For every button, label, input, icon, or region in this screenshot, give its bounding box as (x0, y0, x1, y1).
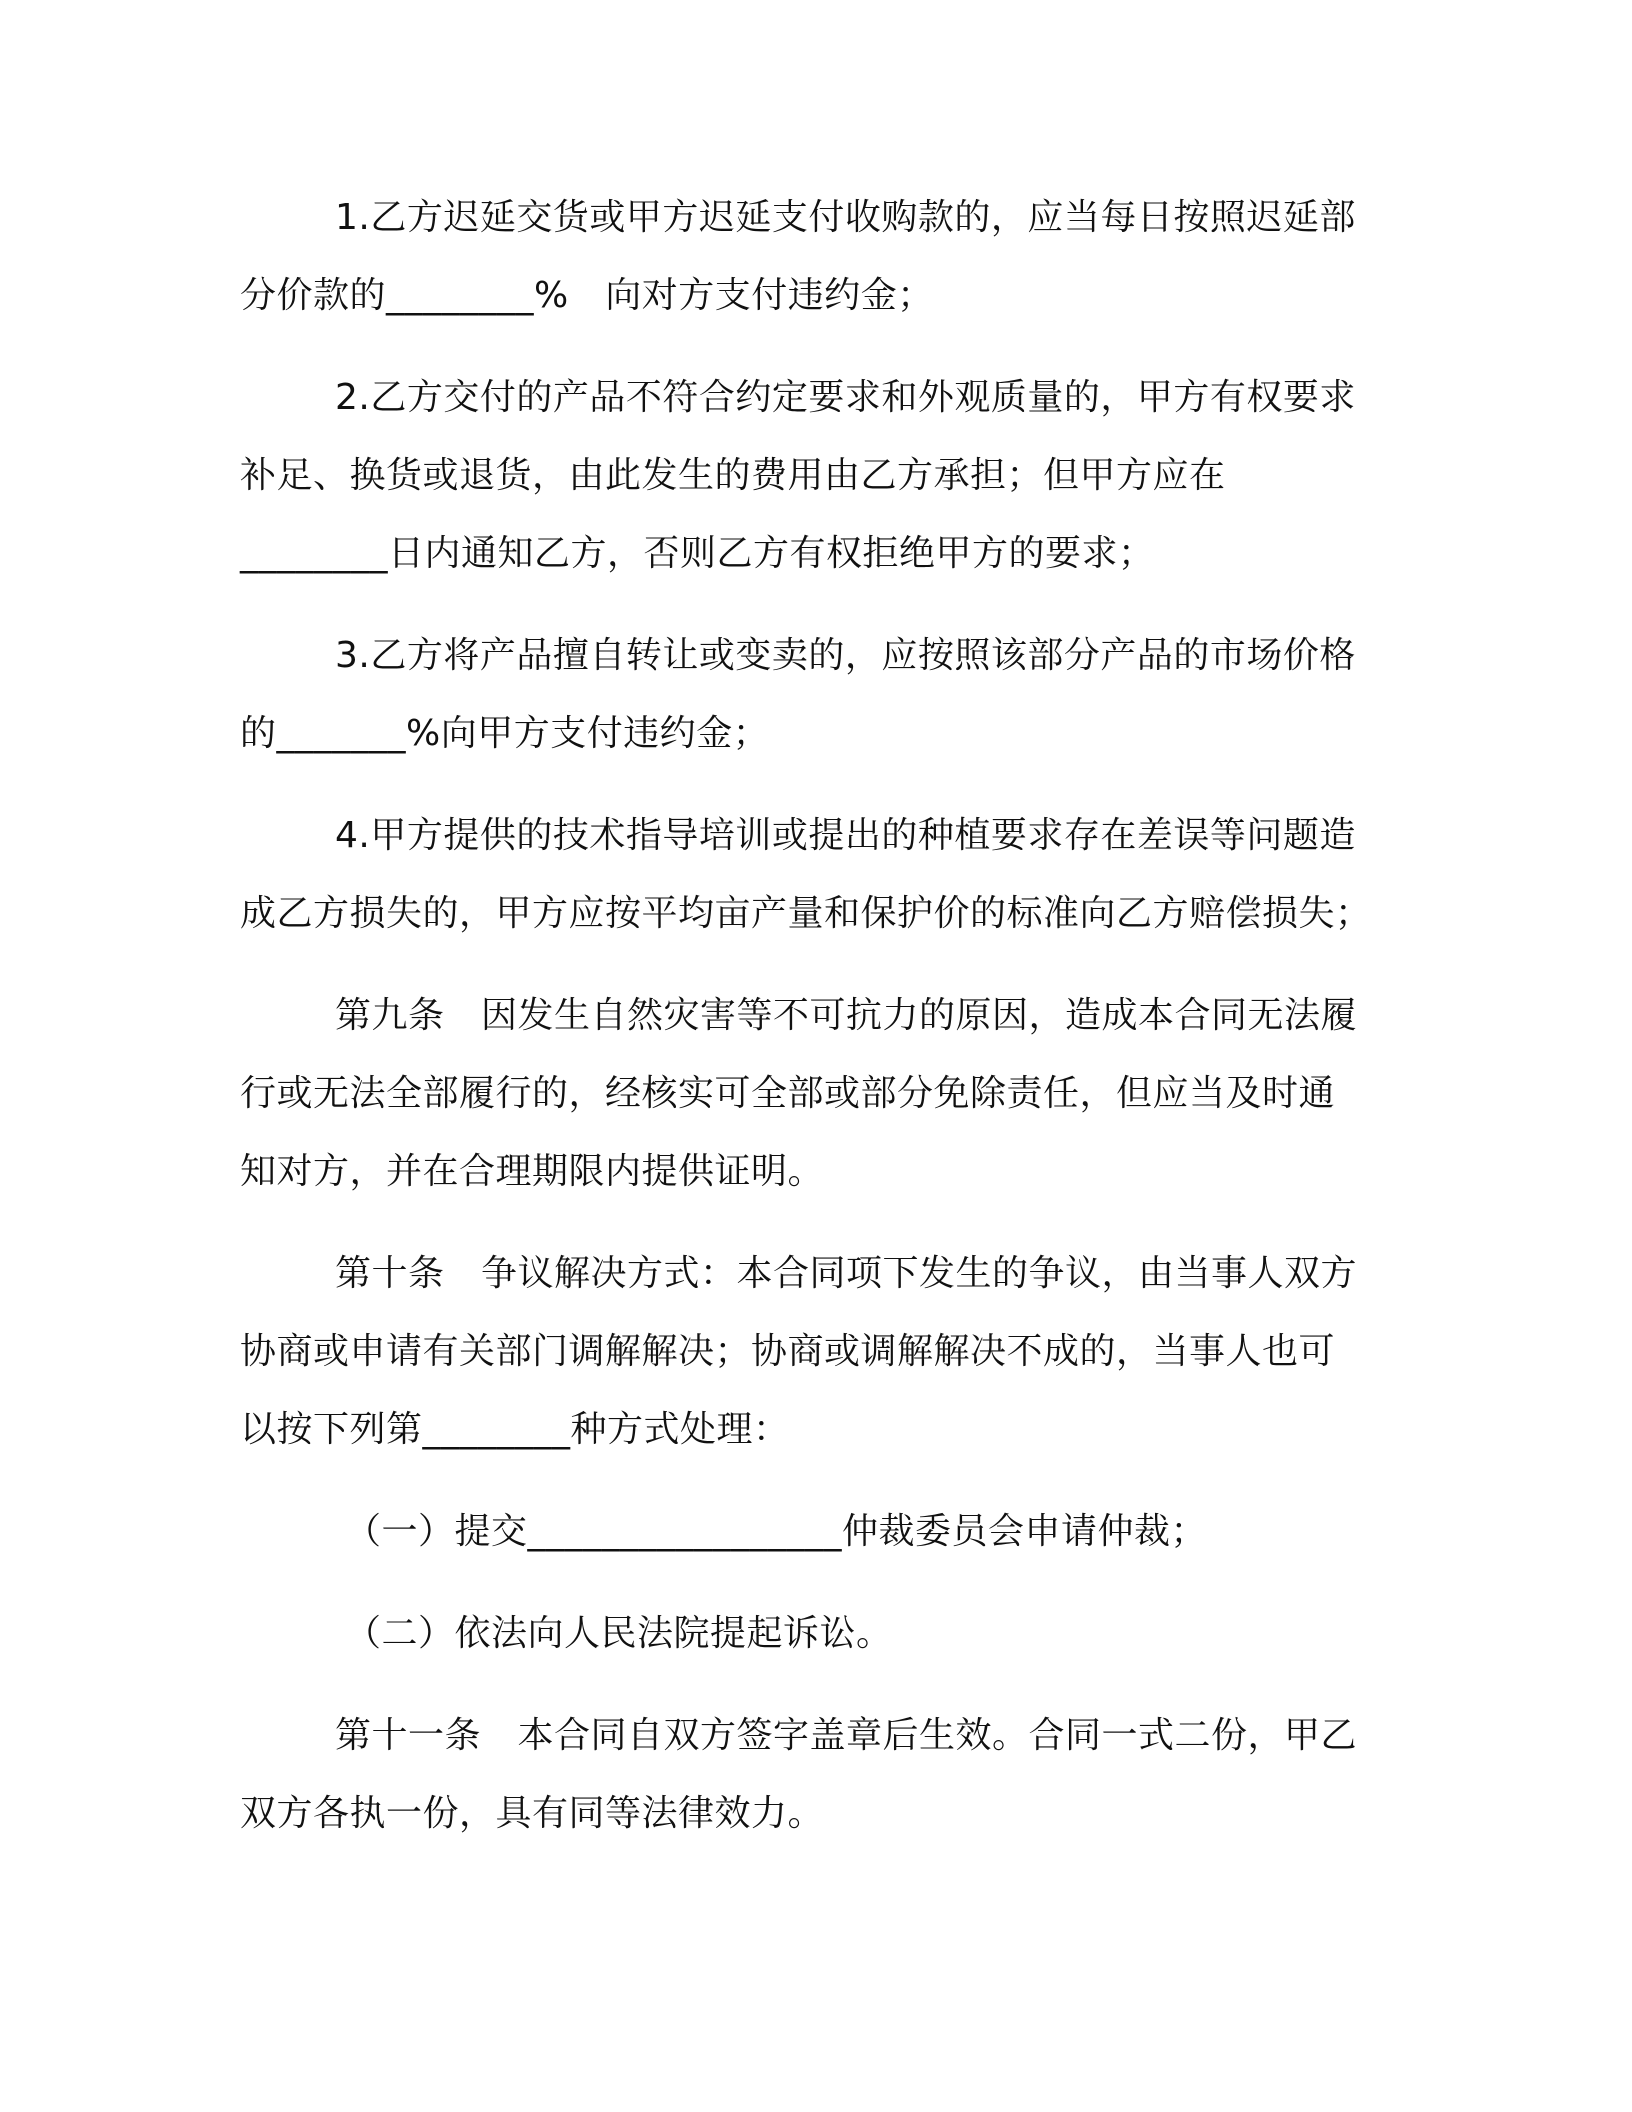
clause-10-line-2: 协商或申请有关部门调解解决；协商或调解解决不成的，当事人也可 (240, 1331, 1336, 1372)
clause-8-item-1-line-2: 分价款的________% 向对方支付违约金； (240, 275, 934, 316)
clause-9-line-3: 知对方，并在合理期限内提供证明。 (240, 1151, 825, 1192)
clause-8-item-2-line-3: ________日内通知乙方，否则乙方有权拒绝甲方的要求； (240, 533, 1155, 574)
clause-8-item-3-line-1: 3.乙方将产品擅自转让或变卖的，应按照该部分产品的市场价格 (335, 635, 1356, 676)
clause-11-line-1: 第十一条 本合同自双方签字盖章后生效。合同一式二份，甲乙 (335, 1715, 1358, 1756)
clause-11-line-2: 双方各执一份，具有同等法律效力。 (240, 1793, 825, 1834)
clause-8-item-1-line-1: 1.乙方迟延交货或甲方迟延支付收购款的，应当每日按照迟延部 (335, 197, 1356, 238)
clause-8-item-2-line-2: 补足、换货或退货，由此发生的费用由乙方承担；但甲方应在 (240, 455, 1226, 496)
clause-10-line-3: 以按下列第________种方式处理： (240, 1409, 790, 1450)
clause-9-line-1: 第九条 因发生自然灾害等不可抗力的原因，造成本合同无法履 (335, 995, 1358, 1036)
clause-10-line-1: 第十条 争议解决方式：本合同项下发生的争议，由当事人双方 (335, 1253, 1358, 1294)
clause-9-line-2: 行或无法全部履行的，经核实可全部或部分免除责任，但应当及时通 (240, 1073, 1336, 1114)
clause-8-item-3-line-2: 的_______%向甲方支付违约金； (240, 713, 770, 754)
clause-10-option-2: （二）依法向人民法院提起诉讼。 (345, 1613, 893, 1654)
clause-8-item-4-line-2: 成乙方损失的，甲方应按平均亩产量和保护价的标准向乙方赔偿损失； (240, 893, 1372, 934)
clause-8-item-2-line-1: 2.乙方交付的产品不符合约定要求和外观质量的，甲方有权要求 (335, 377, 1356, 418)
clause-8-item-4-line-1: 4.甲方提供的技术指导培训或提出的种植要求存在差误等问题造 (335, 815, 1356, 856)
clause-10-option-1: （一）提交_________________仲裁委员会申请仲裁； (345, 1511, 1208, 1552)
